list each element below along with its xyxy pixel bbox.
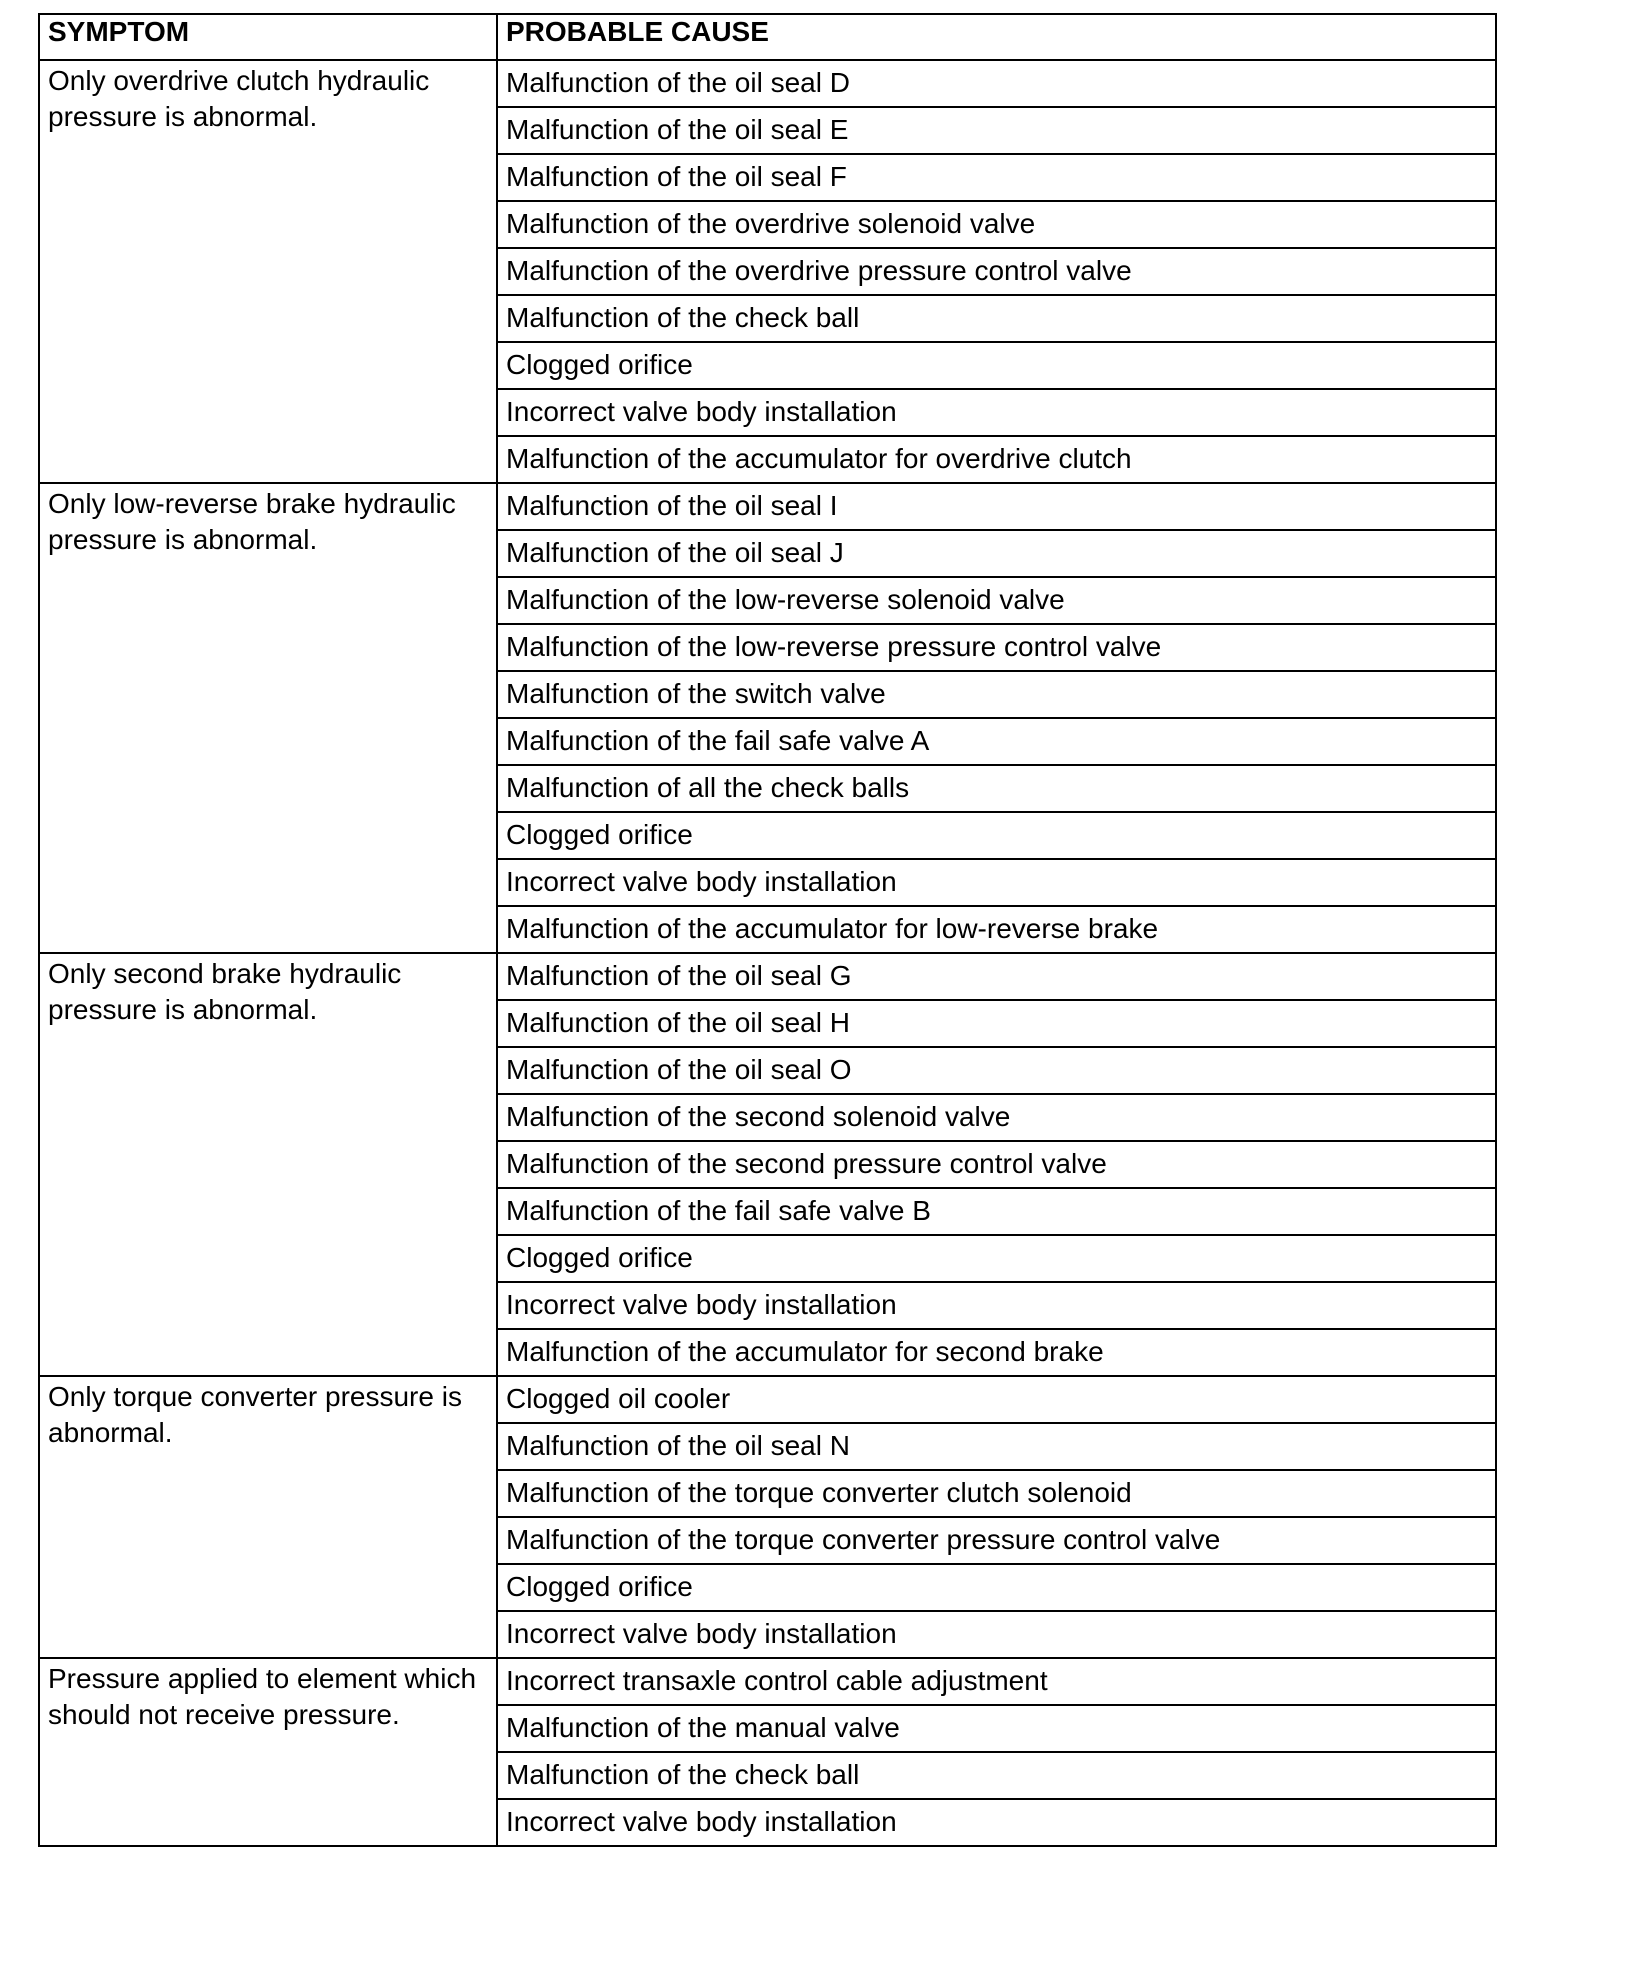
- probable-cause-cell: Malfunction of the fail safe valve A: [497, 718, 1496, 765]
- probable-cause-cell: Incorrect valve body installation: [497, 1282, 1496, 1329]
- probable-cause-cell: Clogged orifice: [497, 812, 1496, 859]
- symptom-cell: Only second brake hydraulic pressure is abnormal.: [39, 953, 497, 1376]
- symptom-header: SYMPTOM: [39, 14, 497, 60]
- probable-cause-cell: Malfunction of the low-reverse solenoid valve: [497, 577, 1496, 624]
- probable-cause-cell: Clogged orifice: [497, 1235, 1496, 1282]
- probable-cause-cell: Malfunction of the check ball: [497, 1752, 1496, 1799]
- probable-cause-cell: Malfunction of the oil seal N: [497, 1423, 1496, 1470]
- probable-cause-cell: Malfunction of the fail safe valve B: [497, 1188, 1496, 1235]
- table-body: [39, 60, 1496, 1846]
- symptom-cell: Only overdrive clutch hydraulic pressure is abnormal.: [39, 60, 497, 483]
- probable-cause-header: PROBABLE CAUSE: [497, 14, 1496, 60]
- probable-cause-cell: Malfunction of the overdrive solenoid valve: [497, 201, 1496, 248]
- probable-cause-cell: Malfunction of the accumulator for overdrive clutch: [497, 436, 1496, 483]
- diagnosis-table: [38, 13, 1497, 1847]
- probable-cause-cell: Incorrect valve body installation: [497, 859, 1496, 906]
- probable-cause-cell: Malfunction of the oil seal E: [497, 107, 1496, 154]
- table-row: [39, 1658, 1496, 1705]
- table-row: [39, 60, 1496, 107]
- probable-cause-cell: Malfunction of the oil seal F: [497, 154, 1496, 201]
- probable-cause-cell: Malfunction of the accumulator for second brake: [497, 1329, 1496, 1376]
- probable-cause-cell: Clogged oil cooler: [497, 1376, 1496, 1423]
- table-row: [39, 1376, 1496, 1423]
- symptom-cell: Pressure applied to element which should not receive pressure.: [39, 1658, 497, 1846]
- probable-cause-cell: Malfunction of the switch valve: [497, 671, 1496, 718]
- probable-cause-cell: Malfunction of the second pressure control valve: [497, 1141, 1496, 1188]
- probable-cause-cell: Malfunction of the oil seal J: [497, 530, 1496, 577]
- table-row: [39, 483, 1496, 530]
- probable-cause-cell: Incorrect valve body installation: [497, 1799, 1496, 1846]
- probable-cause-cell: Malfunction of the overdrive pressure control valve: [497, 248, 1496, 295]
- probable-cause-cell: Malfunction of the torque converter clutch solenoid: [497, 1470, 1496, 1517]
- symptom-cell: Only torque converter pressure is abnormal.: [39, 1376, 497, 1658]
- probable-cause-cell: Incorrect valve body installation: [497, 389, 1496, 436]
- probable-cause-cell: Malfunction of the second solenoid valve: [497, 1094, 1496, 1141]
- probable-cause-cell: Malfunction of the oil seal G: [497, 953, 1496, 1000]
- probable-cause-cell: Malfunction of the manual valve: [497, 1705, 1496, 1752]
- header-row: [39, 14, 1496, 60]
- probable-cause-cell: Malfunction of the check ball: [497, 295, 1496, 342]
- probable-cause-cell: Malfunction of the torque converter pressure control valve: [497, 1517, 1496, 1564]
- probable-cause-cell: Clogged orifice: [497, 1564, 1496, 1611]
- symptom-cell: Only low-reverse brake hydraulic pressure is abnormal.: [39, 483, 497, 953]
- probable-cause-cell: Malfunction of all the check balls: [497, 765, 1496, 812]
- probable-cause-cell: Clogged orifice: [497, 342, 1496, 389]
- probable-cause-cell: Malfunction of the oil seal H: [497, 1000, 1496, 1047]
- probable-cause-cell: Incorrect valve body installation: [497, 1611, 1496, 1658]
- probable-cause-cell: Malfunction of the accumulator for low-reverse brake: [497, 906, 1496, 953]
- probable-cause-cell: Malfunction of the low-reverse pressure control valve: [497, 624, 1496, 671]
- probable-cause-cell: Incorrect transaxle control cable adjustment: [497, 1658, 1496, 1705]
- probable-cause-cell: Malfunction of the oil seal D: [497, 60, 1496, 107]
- table-row: [39, 953, 1496, 1000]
- probable-cause-cell: Malfunction of the oil seal O: [497, 1047, 1496, 1094]
- probable-cause-cell: Malfunction of the oil seal I: [497, 483, 1496, 530]
